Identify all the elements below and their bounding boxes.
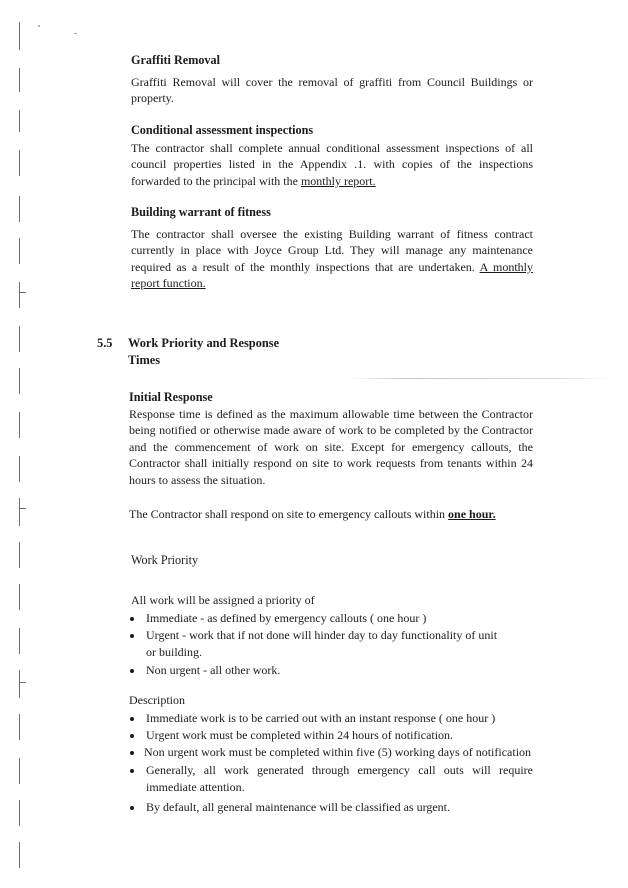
- binder-mark: [19, 628, 20, 654]
- description-list: [129, 710, 533, 745]
- bullet-icon: [130, 617, 134, 621]
- conditional-heading: Conditional assessment inspections: [131, 123, 314, 137]
- emergency-callout-line: [129, 506, 533, 523]
- list-item-text: Generally, all work generated through emergency call outs will require immediate attention.: [146, 762, 533, 795]
- binder-mark: [19, 542, 20, 568]
- bullet-icon: [130, 634, 134, 638]
- list-item: [129, 744, 533, 761]
- binder-mark: [19, 508, 26, 509]
- scan-speck: [74, 33, 77, 34]
- list-item-text: Non urgent work must be completed within five (5) working days of notification: [144, 745, 532, 760]
- bullet-icon: [130, 717, 134, 721]
- emergency-callout-text: The Contractor shall respond on site to emergency callouts within: [129, 506, 449, 521]
- binder-mark: [19, 110, 20, 132]
- binder-mark: [19, 670, 20, 698]
- binder-mark: [19, 150, 20, 176]
- list-item-text: Urgent work must be completed within 24 hours of notification.: [146, 728, 454, 742]
- binder-mark: [19, 238, 20, 264]
- binder-mark: [19, 292, 26, 293]
- list-item-text: Immediate work is to be carried out with an instant response ( one hour ): [146, 710, 496, 725]
- initial-response-section: [129, 389, 533, 522]
- bullet-icon: [130, 751, 134, 755]
- description-section: [129, 692, 533, 816]
- binder-mark: [19, 682, 26, 683]
- binder-mark: [19, 196, 20, 222]
- bullet-icon: [130, 806, 134, 810]
- binder-mark: [19, 412, 20, 438]
- one-hour-emphasis: one hour.: [448, 506, 496, 521]
- conditional-body: [131, 140, 533, 190]
- bullet-icon: [130, 669, 134, 673]
- work-priority-section: [131, 552, 533, 569]
- binder-mark: [19, 842, 20, 868]
- bullet-icon: [130, 769, 134, 773]
- description-heading: Description: [129, 693, 185, 707]
- list-item-text: Immediate - as defined by emergency callouts ( one hour ): [146, 610, 427, 625]
- binder-mark: [19, 326, 20, 352]
- list-item-text: Non urgent - all other work.: [146, 662, 281, 677]
- list-item: [129, 662, 499, 679]
- scan-speck: [38, 25, 40, 27]
- graffiti-body: Graffiti Removal will cover the removal of graffiti from Council Buildings or property.: [131, 74, 533, 106]
- scan-artifact-line: [350, 378, 612, 379]
- conditional-section: [131, 122, 533, 189]
- binder-mark: [19, 800, 20, 826]
- section-title: [97, 335, 279, 369]
- monthly-report-function-link[interactable]: A monthly report function.: [131, 259, 533, 291]
- list-item: [129, 762, 533, 797]
- graffiti-section: [131, 52, 533, 107]
- list-item: [129, 710, 533, 727]
- binder-mark: [19, 68, 20, 92]
- warrant-body: [131, 226, 533, 292]
- conditional-body-text: The contractor shall complete annual conditional assessment inspections of all council properties listed in the Appendix .1. with copies of the inspections forwarded to the principal with the: [131, 140, 533, 188]
- work-priority-heading: Work Priority: [131, 553, 199, 567]
- priority-list: [129, 610, 499, 680]
- binder-mark: [19, 368, 20, 394]
- list-item-text: By default, all general maintenance will be classified as urgent.: [146, 799, 451, 814]
- binder-mark: [19, 282, 20, 308]
- list-item: [129, 627, 499, 662]
- initial-response-heading: Initial Response: [129, 390, 213, 404]
- section-title-text: Work Priority and Response: [128, 336, 280, 350]
- binder-mark: [19, 714, 20, 740]
- warrant-section: [131, 204, 533, 292]
- binder-mark: [19, 22, 20, 50]
- list-item: [129, 610, 499, 627]
- warrant-body-text: The contractor shall oversee the existing Building warrant of fitness contract currently in place with Joyce Group Ltd. They will manage any maintenance required as a result of the monthly inspections that are undertaken.: [131, 226, 533, 274]
- work-priority-intro: All work will be assigned a priority of: [131, 593, 315, 607]
- section-title-line1: [97, 335, 279, 352]
- section-title-line2: Times: [128, 353, 161, 367]
- binder-mark: [19, 758, 20, 784]
- initial-response-body: Response time is defined as the maximum allowable time between the Contractor being notified or otherwise made aware of work to be completed by the Contractor and the commencement of work on site. Except for emergency callouts, the Contractor shall initially respond on site to work requests from tenants within 24 hours to assess the situation.: [129, 406, 533, 487]
- section-number: 5.5: [97, 336, 113, 350]
- list-item-text: Urgent - work that if not done will hinder day to day functionality of unit or building.: [146, 628, 498, 660]
- monthly-report-link[interactable]: monthly report.: [300, 173, 376, 188]
- warrant-heading: Building warrant of fitness: [131, 205, 271, 219]
- description-list-continued: [129, 762, 533, 816]
- list-item: [129, 799, 533, 816]
- binder-mark: [19, 498, 20, 526]
- binder-mark: [19, 456, 20, 482]
- binder-mark: [19, 584, 20, 610]
- list-item: [129, 727, 533, 744]
- graffiti-heading: Graffiti Removal: [131, 53, 221, 67]
- bullet-icon: [130, 734, 134, 738]
- work-priority-list-block: [129, 592, 499, 679]
